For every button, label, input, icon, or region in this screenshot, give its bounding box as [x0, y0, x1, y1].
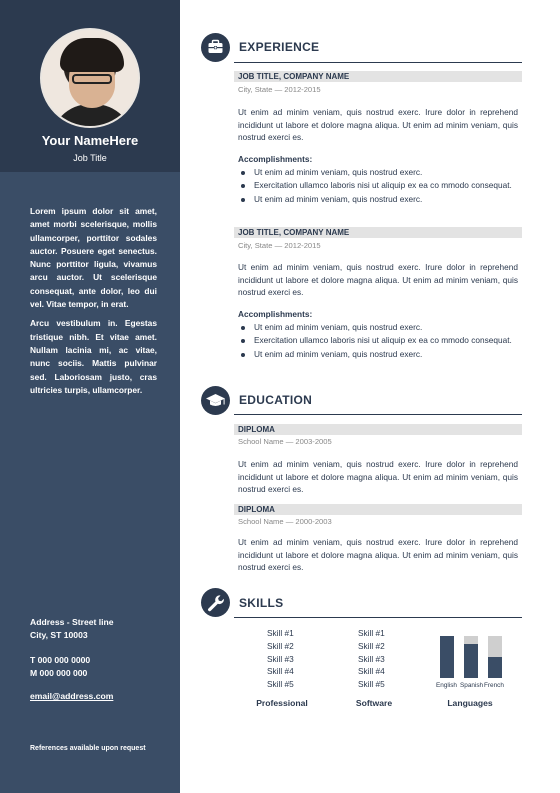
job-1-title: JOB TITLE, COMPANY NAME: [234, 71, 522, 82]
address-line-1: Address - Street line: [30, 617, 114, 627]
briefcase-icon: [201, 33, 230, 62]
job-2-title: JOB TITLE, COMPANY NAME: [234, 227, 522, 238]
list-item: Skill #1: [358, 628, 385, 638]
email-link[interactable]: email@address.com: [30, 691, 114, 701]
list-item: Ut enim ad minim veniam, quis nostrud exerc.: [238, 348, 518, 360]
graduation-cap-icon: [201, 386, 230, 415]
about-text: [30, 205, 157, 403]
sidebar: [0, 0, 180, 793]
education-heading: EDUCATION: [239, 393, 313, 407]
job-title: Job Title: [73, 153, 107, 163]
job-2-accomplishments-heading: Accomplishments:: [238, 309, 313, 319]
list-item: Exercitation ullamco laboris nisi ut aliquip ex ea co mmodo consequat.: [238, 334, 518, 346]
education-rule: [234, 414, 522, 415]
experience-rule: [234, 62, 522, 63]
language-name-french: French: [484, 682, 504, 689]
list-item: Skill #2: [358, 640, 385, 651]
language-bar-spanish: [464, 636, 478, 678]
references-note: References available upon request: [30, 745, 146, 752]
education-2-degree: DIPLOMA: [234, 504, 522, 515]
job-1-accomplishments: [238, 166, 518, 206]
experience-heading: EXPERIENCE: [239, 40, 320, 54]
job-2-description: Ut enim ad minim veniam, quis nostrud exerc. Irure dolor in reprehend incididunt ut labore et dolore magna aliqua. Ut enim ad minim veniam, quis nostrud exerci es.: [238, 262, 518, 298]
skills-rule: [234, 617, 522, 618]
job-2-meta: City, State — 2012-2015: [238, 241, 321, 250]
education-2-description: Ut enim ad minim veniam, quis nostrud exerc. Irure dolor in reprehend incididunt ut labore et dolore magna aliqua. Ut enim ad minim veniam, quis nostrud exerci es.: [238, 537, 518, 573]
contact-block: [30, 616, 170, 703]
about-paragraph-1: Lorem ipsum dolor sit amet, amet morbi scelerisque, mollis ullamcorper, porttitor sodales auctor. Posuere eget senectus. Nunc porttitor ligula, vivamus arcu auctor. Ut scelerisque consequat, ante dolor, leo dui vel. Vitae tempor, in erat.: [30, 206, 157, 310]
skills-heading: SKILLS: [239, 596, 284, 610]
list-item: Skill #3: [267, 653, 294, 664]
language-name-spanish: Spanish: [460, 682, 484, 689]
profile-photo: [40, 28, 140, 128]
list-item: Skill #1: [267, 628, 294, 638]
job-1-description: Ut enim ad minim veniam, quis nostrud exerc. Irure dolor in reprehend incididunt ut labore et dolore magna aliqua. Ut enim ad minim veniam, quis nostrud exerci es.: [238, 107, 518, 143]
job-1-meta: City, State — 2012-2015: [238, 85, 321, 94]
job-1-accomplishments-heading: Accomplishments:: [238, 154, 313, 164]
list-item: Skill #5: [267, 679, 294, 690]
list-item: Skill #2: [267, 640, 294, 651]
list-item: Ut enim ad minim veniam, quis nostrud exerc.: [238, 193, 518, 205]
about-paragraph-2: Arcu vestibulum in. Egestas tristique nibh. Et vitae amet. Nullam lacinia mi, ac vitae, nunc sociis. Mattis pulvinar sed. Laboriosam justo, cras ultricies turpis, ullamcorper.: [30, 318, 157, 395]
address-line-2: City, ST 10003: [30, 630, 88, 640]
software-skills-list: [358, 627, 385, 691]
wrench-icon: [201, 588, 230, 617]
languages-label: Languages: [447, 698, 493, 708]
language-bar-french: [488, 636, 502, 678]
software-label: Software: [355, 698, 393, 708]
list-item: Skill #5: [358, 679, 385, 690]
list-item: Skill #3: [358, 653, 385, 664]
full-name: Your NameHere: [41, 133, 139, 148]
professional-skills-list: [267, 627, 294, 691]
education-1-description: Ut enim ad minim veniam, quis nostrud exerc. Irure dolor in reprehend incididunt ut labore et dolore magna aliqua. Ut enim ad minim veniam, quis nostrud exerci es.: [238, 459, 518, 495]
education-1-degree: DIPLOMA: [234, 424, 522, 435]
list-item: Ut enim ad minim veniam, quis nostrud exerc.: [238, 166, 518, 178]
phone-number: T 000 000 0000: [30, 655, 91, 665]
list-item: Ut enim ad minim veniam, quis nostrud exerc.: [238, 321, 518, 333]
education-2-meta: School Name — 2000-2003: [238, 517, 332, 526]
education-1-meta: School Name — 2003-2005: [238, 437, 332, 446]
list-item: Skill #4: [267, 666, 294, 677]
professional-label: Professional: [256, 698, 308, 708]
list-item: Exercitation ullamco laboris nisi ut aliquip ex ea co mmodo consequat.: [238, 179, 518, 191]
job-2-accomplishments: [238, 321, 518, 361]
list-item: Skill #4: [358, 666, 385, 677]
language-name-english: English: [436, 682, 457, 689]
language-bar-english: [440, 636, 454, 678]
mobile-number: M 000 000 000: [30, 668, 88, 678]
